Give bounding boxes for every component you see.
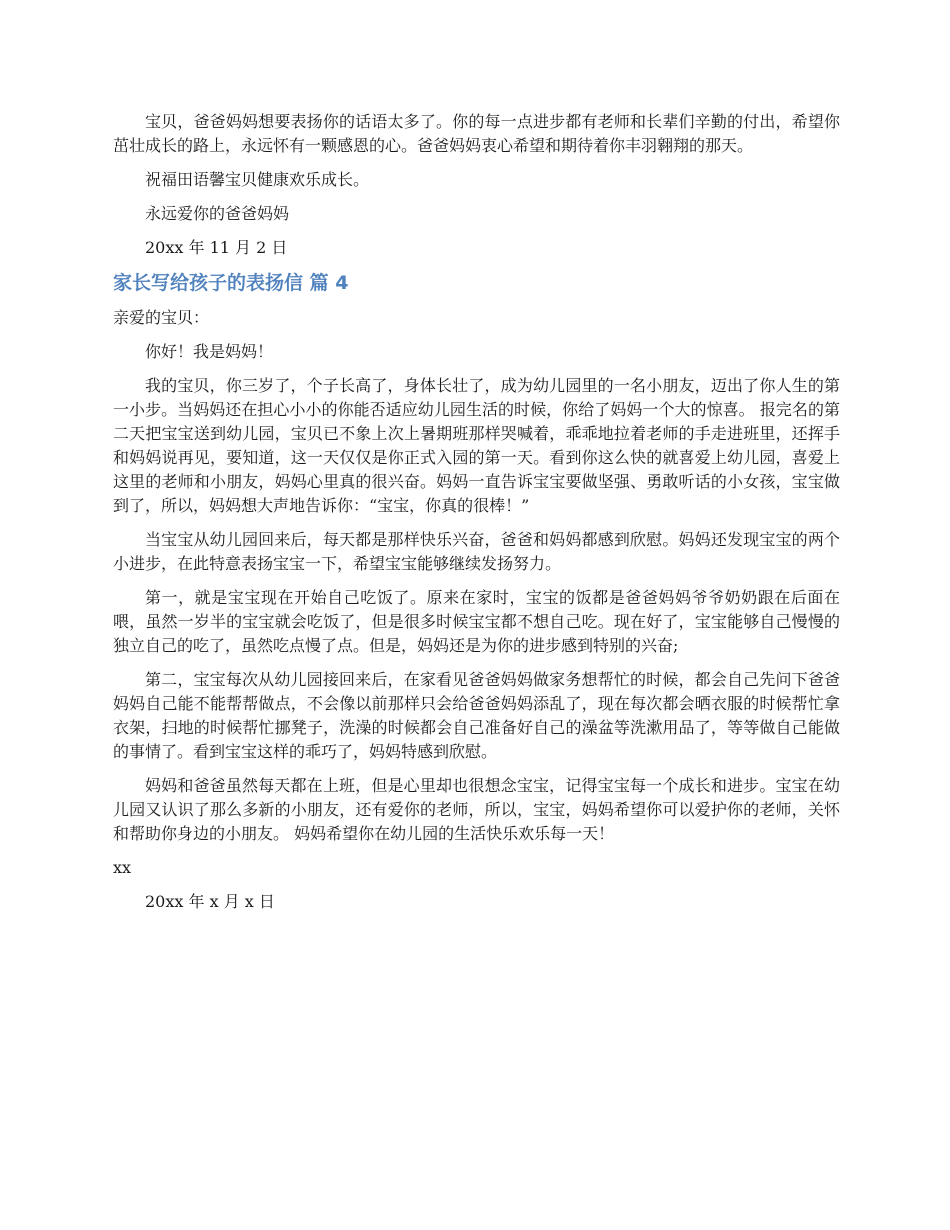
paragraph-progress-two: 第二，宝宝每次从幼儿园接回来后，在家看见爸爸妈妈做家务想帮忙的时候，都会自己先问下爸爸妈妈自己能不能帮帮做点，不会像以前那样只会给爸爸妈妈添乱了，现在每次都会晒衣服的时候帮忙拿衣架，扫地的时候帮忙挪凳子，洗澡的时候都会自己准备好自己的澡盆等洗漱用品了，等等做自己能做的事情了。看到宝宝这样的乖巧了，妈妈特感到欣慰。 — [113, 670, 840, 761]
paragraph-praise-closing: 宝贝，爸爸妈妈想要表扬你的话语太多了。你的每一点进步都有老师和长辈们辛勤的付出，希望你茁壮成长的路上，永远怀有一颗感恩的心。爸爸妈妈衷心希望和期待着你丰羽翱翔的那天。 — [113, 112, 840, 155]
paragraph-first-step: 我的宝贝，你三岁了，个子长高了，身体长壮了，成为幼儿园里的一名小朋友，迈出了你人生的第一小步。当妈妈还在担心小小的你能否适应幼儿园生活的时候，你给了妈妈一个大的惊喜。 报完名的第二天把宝宝送到幼儿园，宝贝已不象上次上暑期班那样哭喊着，乖乖地拉着老师的手走进班里，还挥手和妈妈说再见，要知道，这一天仅仅是你正式入园的第一天。看到你这么快的就喜爱上幼儿园，喜爱上这里的老师和小朋友，妈妈心里真的很兴奋。妈妈一直告诉宝宝要做坚强、勇敢听话的小女孩，宝宝做到了，所以，妈妈想大声地告诉你：“宝宝，你真的很棒！” — [113, 376, 840, 515]
paragraph-progress-intro: 当宝宝从幼儿园回来后，每天都是那样快乐兴奋，爸爸和妈妈都感到欣慰。妈妈还发现宝宝的两个小进步，在此特意表扬宝宝一下，希望宝宝能够继续发扬努力。 — [113, 530, 840, 573]
greeting: 你好！我是妈妈！ — [145, 342, 274, 361]
paragraph-progress-one: 第一，就是宝宝现在开始自己吃饭了。原来在家时，宝宝的饭都是爸爸妈妈爷爷奶奶跟在后面在喂，虽然一岁半的宝宝就会吃饭了，但是很多时候宝宝都不想自己吃。现在好了，宝宝能够自己慢慢的独立自己的吃了，虽然吃点慢了点。但是，妈妈还是为你的进步感到特别的兴奋; — [113, 588, 840, 655]
signature-parents: 永远爱你的爸爸妈妈 — [145, 204, 290, 223]
letter-date: 20xx 年 x 月 x 日 — [145, 892, 275, 911]
paragraph-blessing: 祝福田语馨宝贝健康欢乐成长。 — [145, 170, 370, 189]
letter-date: 20xx 年 11 月 2 日 — [145, 238, 288, 257]
paragraph-closing-wish: 妈妈和爸爸虽然每天都在上班，但是心里却也很想念宝宝，记得宝宝每一个成长和进步。宝宝在幼儿园又认识了那么多新的小朋友，还有爱你的老师，所以，宝宝，妈妈希望你可以爱护你的老师，关怀和帮助你身边的小朋友。 妈妈希望你在幼儿园的生活快乐欢乐每一天！ — [113, 776, 840, 843]
signature: xx — [113, 858, 132, 877]
section-title: 家长写给孩子的表扬信 篇 4 — [113, 272, 349, 294]
document-page — [113, 110, 840, 924]
salutation: 亲爱的宝贝： — [113, 308, 210, 327]
